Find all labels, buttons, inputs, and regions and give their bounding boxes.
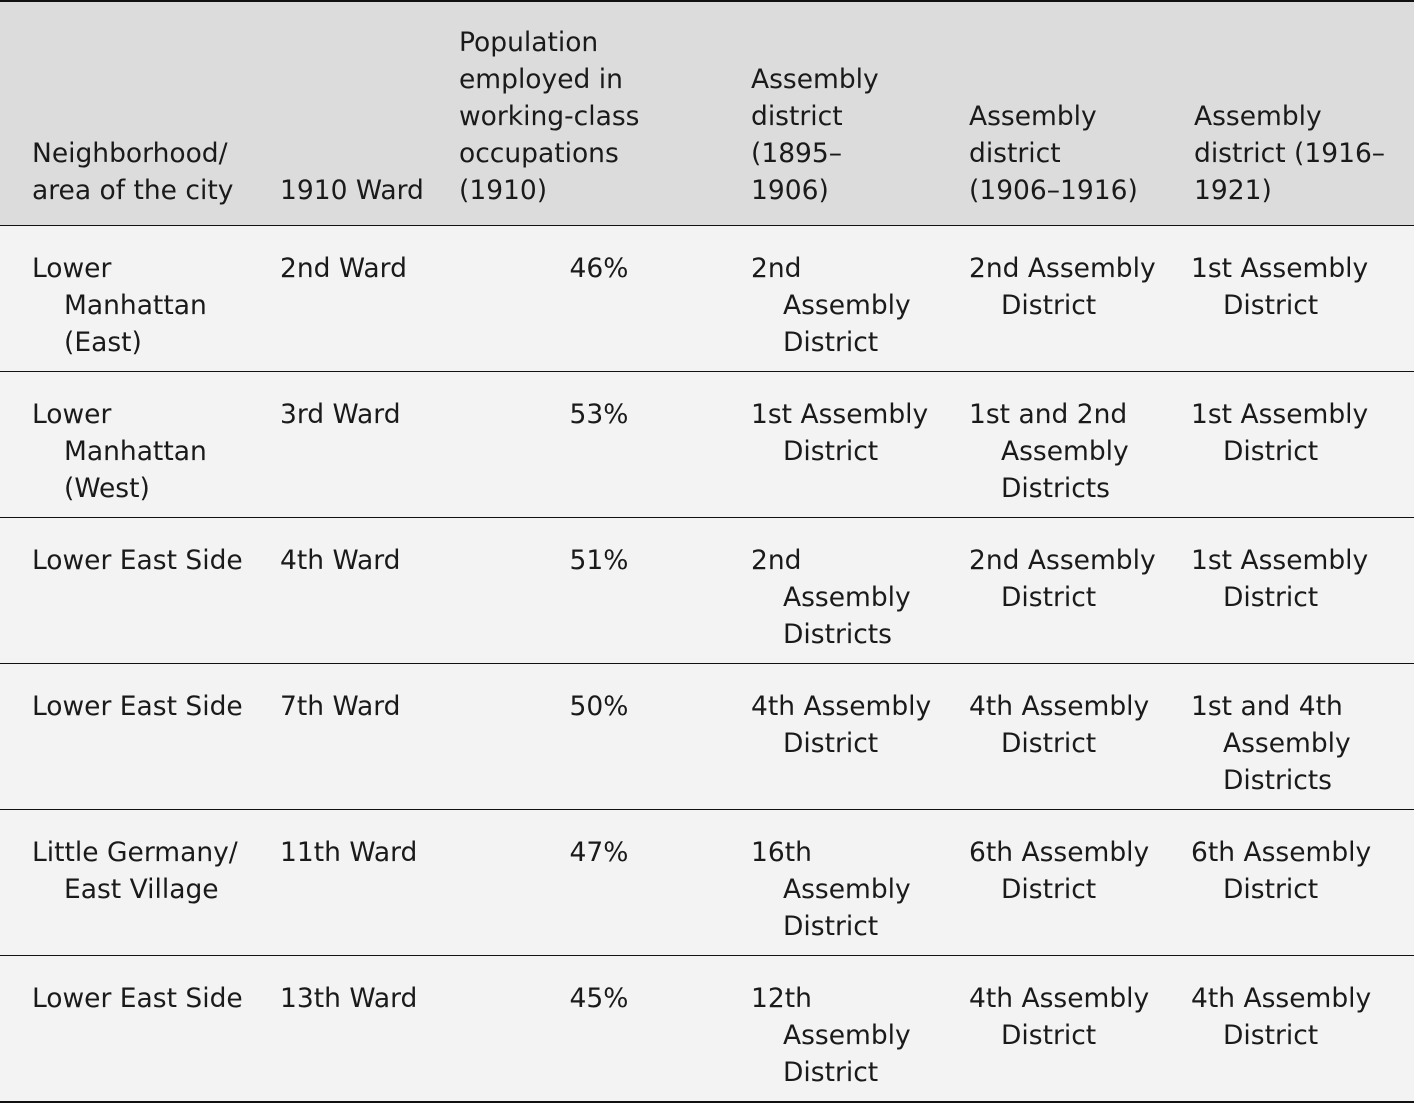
neighborhood-text: Lower East Side — [32, 983, 243, 1014]
cell-population — [427, 226, 719, 372]
table-row — [0, 956, 1414, 1103]
header-row — [0, 1, 1414, 226]
cell-ward: 4th Ward — [280, 545, 401, 576]
assembly-1906-text: 2nd Assembly District — [969, 253, 1156, 321]
assembly-1906-text: 2nd Assembly District — [969, 545, 1156, 613]
header-assembly-1906: Assembly district (1906–1916) — [969, 101, 1138, 206]
neighborhood-text: Lower East Side — [32, 545, 243, 576]
table-row — [0, 226, 1414, 372]
cell-assembly-1916 — [1159, 664, 1414, 810]
table-row — [0, 518, 1414, 664]
neighborhood-text: Lower Manhattan (West) — [32, 399, 207, 504]
cell-assembly-1895 — [719, 226, 937, 372]
cell-assembly-1906 — [937, 518, 1159, 664]
cell-ward: 11th Ward — [280, 837, 418, 868]
table-row — [0, 664, 1414, 810]
cell-ward: 13th Ward — [280, 983, 418, 1014]
assembly-1906-text: 6th Assembly District — [969, 837, 1150, 905]
table-row — [0, 372, 1414, 518]
population-value: 46% — [569, 253, 629, 284]
cell-assembly-1895 — [719, 372, 937, 518]
cell-assembly-1895 — [719, 810, 937, 956]
header-ward: 1910 Ward — [280, 175, 424, 206]
cell-neighborhood — [0, 518, 248, 664]
cell-neighborhood — [0, 956, 248, 1103]
neighborhood-text: Lower East Side — [32, 691, 243, 722]
assembly-1895-text: 16th Assembly District — [751, 837, 911, 942]
cell-assembly-1895 — [719, 664, 937, 810]
cell-neighborhood — [0, 372, 248, 518]
cell-neighborhood — [0, 226, 248, 372]
cell-population — [427, 664, 719, 810]
assembly-1895-text: 4th Assembly District — [751, 691, 932, 759]
assembly-1895-text: 1st Assembly District — [751, 399, 929, 467]
table-header — [0, 1, 1414, 226]
cell-assembly-1916 — [1159, 956, 1414, 1103]
cell-assembly-1916 — [1159, 518, 1414, 664]
assembly-1916-text: 4th Assembly District — [1191, 983, 1372, 1051]
neighborhood-text: Little Germany/ East Village — [32, 837, 238, 905]
header-assembly-1916: Assembly district (1916–1921) — [1194, 101, 1386, 206]
header-assembly-1895: Assembly district (1895–1906) — [751, 64, 879, 206]
assembly-1916-text: 1st Assembly District — [1191, 399, 1369, 467]
assembly-1916-text: 1st Assembly District — [1191, 545, 1369, 613]
assembly-1906-text: 4th Assembly District — [969, 983, 1150, 1051]
cell-neighborhood — [0, 810, 248, 956]
table-body — [0, 226, 1414, 1103]
population-value: 47% — [569, 837, 629, 868]
population-value: 50% — [569, 691, 629, 722]
cell-assembly-1906 — [937, 956, 1159, 1103]
cell-population — [427, 956, 719, 1103]
cell-assembly-1895 — [719, 956, 937, 1103]
assembly-1895-text: 2nd Assembly Districts — [751, 545, 911, 650]
assembly-1906-text: 4th Assembly District — [969, 691, 1150, 759]
cell-assembly-1916 — [1159, 226, 1414, 372]
cell-assembly-1916 — [1159, 810, 1414, 956]
cell-population — [427, 518, 719, 664]
cell-assembly-1916 — [1159, 372, 1414, 518]
cell-assembly-1906 — [937, 372, 1159, 518]
cell-assembly-1906 — [937, 810, 1159, 956]
cell-ward: 2nd Ward — [280, 253, 407, 284]
assembly-1916-text: 6th Assembly District — [1191, 837, 1372, 905]
assembly-1916-text: 1st Assembly District — [1191, 253, 1369, 321]
cell-population — [427, 810, 719, 956]
assembly-1916-text: 1st and 4th Assembly Districts — [1191, 691, 1351, 796]
assembly-1895-text: 12th Assembly District — [751, 983, 911, 1088]
cell-ward: 7th Ward — [280, 691, 401, 722]
cell-ward: 3rd Ward — [280, 399, 401, 430]
cell-assembly-1895 — [719, 518, 937, 664]
header-neighborhood: Neighborhood/ area of the city — [32, 138, 234, 206]
population-value: 53% — [569, 399, 629, 430]
cell-assembly-1906 — [937, 664, 1159, 810]
cell-population — [427, 372, 719, 518]
cell-neighborhood — [0, 664, 248, 810]
table-row — [0, 810, 1414, 956]
population-value: 51% — [569, 545, 629, 576]
population-value: 45% — [569, 983, 629, 1014]
cell-assembly-1906 — [937, 226, 1159, 372]
neighborhood-text: Lower Manhattan (East) — [32, 253, 207, 358]
assembly-1906-text: 1st and 2nd Assembly Districts — [969, 399, 1129, 504]
assembly-1895-text: 2nd Assembly District — [751, 253, 911, 358]
header-population: Population employed in working-class occupations (1910) — [459, 27, 640, 206]
